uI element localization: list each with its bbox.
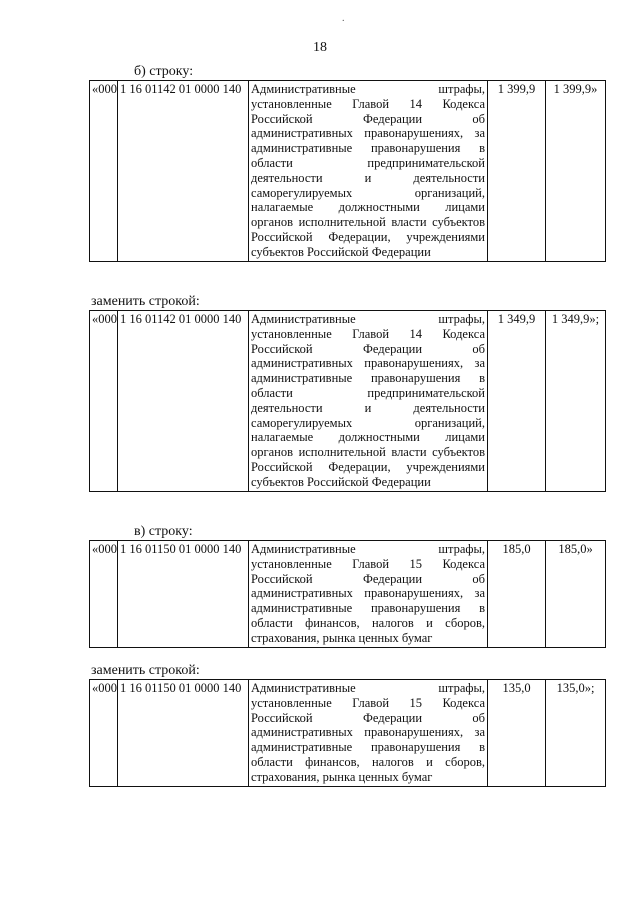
amount-cell-1: 135,0 bbox=[488, 680, 546, 787]
description-text: Административные штрафы, установленные Главой 15 Кодекса Российской Федерации об административных правонарушениях, за административные правонарушения в области финансов, налогов и сборов, страхования, рынка ценных бумаг bbox=[251, 542, 485, 645]
budget-code-cell: 1 16 01150 01 0000 140 bbox=[118, 541, 249, 648]
amount-cell-1: 1 399,9 bbox=[488, 81, 546, 262]
budget-code-cell: 1 16 01142 01 0000 140 bbox=[118, 311, 249, 492]
amount-cell-1: 1 349,9 bbox=[488, 311, 546, 492]
section-caption: заменить строкой: bbox=[91, 294, 200, 309]
amendment-table bbox=[89, 310, 606, 492]
amount-cell-2: 135,0»; bbox=[546, 680, 606, 787]
table-row bbox=[90, 81, 606, 262]
description-text: Административные штрафы, установленные Главой 14 Кодекса Российской Федерации об административных правонарушениях, за административные правонарушения в области предпринимательской деятельности и деятельности саморегулируемых организаций, налагаемые должностными лицами органов исполнительной власти субъектов Российской Федерации, учреждениями субъектов Российской Федерации bbox=[251, 82, 485, 259]
amendment-table bbox=[89, 679, 606, 787]
budget-code-cell: 1 16 01142 01 0000 140 bbox=[118, 81, 249, 262]
table-row bbox=[90, 541, 606, 648]
amount-cell-2: 1 349,9»; bbox=[546, 311, 606, 492]
description-cell bbox=[249, 541, 488, 648]
amount-cell-1: 185,0 bbox=[488, 541, 546, 648]
amendment-table bbox=[89, 80, 606, 262]
amount-cell-2: 1 399,9» bbox=[546, 81, 606, 262]
section-caption: в) строку: bbox=[134, 524, 193, 539]
admin-code-cell: «000 bbox=[90, 680, 118, 787]
description-cell bbox=[249, 311, 488, 492]
budget-code-cell: 1 16 01150 01 0000 140 bbox=[118, 680, 249, 787]
admin-code-cell: «000 bbox=[90, 541, 118, 648]
description-text: Административные штрафы, установленные Главой 14 Кодекса Российской Федерации об административных правонарушениях, за административные правонарушения в области предпринимательской деятельности и деятельности саморегулируемых организаций, налагаемые должностными лицами органов исполнительной власти субъектов Российской Федерации, учреждениями субъектов Российской Федерации bbox=[251, 312, 485, 489]
table-row bbox=[90, 311, 606, 492]
amount-cell-2: 185,0» bbox=[546, 541, 606, 648]
table-row bbox=[90, 680, 606, 787]
description-cell bbox=[249, 81, 488, 262]
section-caption: заменить строкой: bbox=[91, 663, 200, 678]
description-text: Административные штрафы, установленные Главой 15 Кодекса Российской Федерации об административных правонарушениях, за административные правонарушения в области финансов, налогов и сборов, страхования, рынка ценных бумаг bbox=[251, 681, 485, 784]
description-cell bbox=[249, 680, 488, 787]
admin-code-cell: «000 bbox=[90, 311, 118, 492]
amendment-table bbox=[89, 540, 606, 648]
section-caption: б) строку: bbox=[134, 64, 194, 79]
page-number: 18 bbox=[313, 40, 327, 55]
page-mark: . bbox=[342, 13, 345, 24]
admin-code-cell: «000 bbox=[90, 81, 118, 262]
